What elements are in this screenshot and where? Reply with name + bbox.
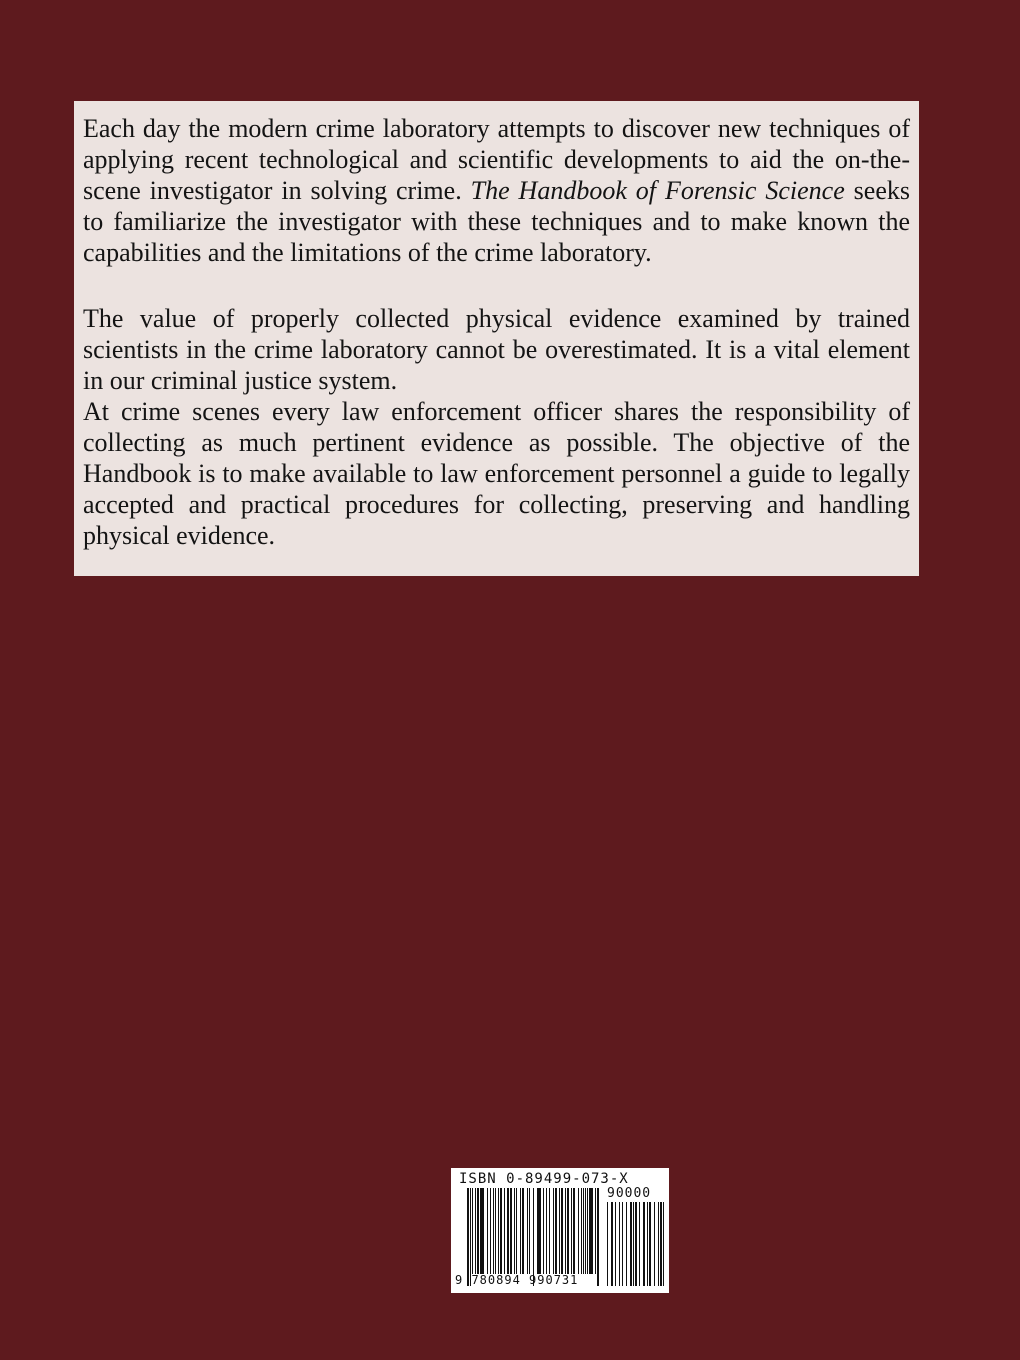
paragraph-1-rest: seeks to familiarize the investigator with these techniques and to make known the capabilities and the limitations of the crime laboratory. bbox=[83, 176, 910, 267]
barcode-stripe bbox=[487, 1188, 488, 1274]
barcode-stripe bbox=[475, 1188, 476, 1274]
barcode-stripe bbox=[561, 1188, 563, 1274]
isbn-barcode bbox=[451, 1168, 669, 1293]
barcode-stripe bbox=[543, 1188, 544, 1274]
barcode-stripe bbox=[622, 1202, 623, 1286]
barcode-stripe bbox=[527, 1188, 528, 1274]
barcode-stripe bbox=[498, 1188, 499, 1274]
ean-number: 9 780894 990731 bbox=[455, 1273, 579, 1287]
barcode-stripe bbox=[533, 1188, 534, 1286]
barcode-stripe bbox=[595, 1188, 596, 1274]
barcode-stripe bbox=[589, 1188, 593, 1274]
ean-barcode-bars bbox=[467, 1188, 600, 1286]
barcode-stripe bbox=[495, 1188, 496, 1274]
barcode-stripe bbox=[493, 1188, 494, 1274]
barcode-stripe bbox=[635, 1202, 637, 1286]
barcode-stripe bbox=[516, 1188, 517, 1274]
barcode-stripe bbox=[504, 1188, 505, 1274]
description-paragraph-3: At crime scenes every law enforcement officer shares the responsibility of collecting as much pertinent evidence as possible. The objective of the Handbook is to make available to law enforcement personnel a guide to legally accepted and practical procedures for collecting, preserving and handling physical evidence. bbox=[83, 397, 910, 550]
barcode-stripe bbox=[480, 1188, 484, 1274]
barcode-stripe bbox=[626, 1202, 627, 1286]
barcode-stripe bbox=[567, 1188, 569, 1274]
barcode-stripe bbox=[507, 1188, 509, 1274]
barcode-stripe bbox=[585, 1188, 586, 1274]
barcode-stripe bbox=[607, 1202, 608, 1286]
barcode-stripe bbox=[615, 1202, 616, 1286]
description-paragraph-2: The value of properly collected physical evidence examined by trained scientists in the crime laboratory cannot be overestimated. It is a vital element in our criminal justice system. bbox=[83, 304, 910, 395]
description-panel bbox=[74, 101, 919, 576]
barcode-stripe bbox=[619, 1202, 620, 1286]
barcode-stripe bbox=[522, 1188, 524, 1274]
barcode-stripe bbox=[633, 1202, 634, 1286]
barcode-stripe bbox=[520, 1188, 521, 1274]
barcode-stripe bbox=[658, 1202, 659, 1286]
description-paragraph-1 bbox=[83, 113, 910, 268]
barcode-stripe bbox=[630, 1202, 632, 1286]
barcode-stripe bbox=[639, 1202, 640, 1286]
barcode-stripe bbox=[578, 1188, 579, 1274]
barcode-stripe bbox=[654, 1202, 655, 1286]
paragraph-1-intro: Each day the modern crime laboratory attempts to discover new techniques of applying recent technological and scientific developments to aid the on-the-scene investigator in solving crime. bbox=[83, 114, 910, 205]
barcode-stripe bbox=[490, 1188, 491, 1274]
barcode-stripe bbox=[581, 1188, 582, 1274]
barcode-stripe bbox=[571, 1188, 572, 1274]
price-code: 90000 bbox=[607, 1186, 652, 1201]
barcode-stripe bbox=[611, 1202, 613, 1286]
barcode-stripe bbox=[559, 1188, 560, 1274]
barcode-stripe bbox=[553, 1188, 554, 1274]
barcode-stripe bbox=[643, 1202, 645, 1286]
barcode-stripe bbox=[573, 1188, 575, 1274]
isbn-label: ISBN 0-89499-073-X bbox=[459, 1171, 629, 1187]
barcode-stripe bbox=[546, 1188, 547, 1274]
barcode-stripe bbox=[663, 1202, 664, 1286]
barcode-stripe bbox=[514, 1188, 515, 1274]
barcode-stripe bbox=[510, 1188, 512, 1274]
barcode-stripe bbox=[537, 1188, 541, 1274]
barcode-stripe bbox=[565, 1188, 566, 1274]
barcode-stripe bbox=[555, 1188, 557, 1274]
barcode-stripe bbox=[649, 1202, 651, 1286]
barcode-stripe bbox=[470, 1188, 471, 1286]
barcode-stripe bbox=[597, 1188, 599, 1286]
barcode-stripe bbox=[529, 1188, 530, 1274]
barcode-stripe bbox=[583, 1188, 584, 1274]
barcode-stripe bbox=[587, 1188, 588, 1274]
barcode-stripe bbox=[500, 1188, 502, 1274]
price-addon-bars bbox=[607, 1202, 665, 1286]
barcode-stripe bbox=[549, 1188, 550, 1274]
book-title: The Handbook of Forensic Science bbox=[470, 176, 845, 205]
barcode-stripe bbox=[647, 1202, 648, 1286]
barcode-stripe bbox=[477, 1188, 479, 1274]
barcode-stripe bbox=[472, 1188, 473, 1274]
barcode-stripe bbox=[467, 1188, 469, 1286]
barcode-stripe bbox=[660, 1202, 662, 1286]
